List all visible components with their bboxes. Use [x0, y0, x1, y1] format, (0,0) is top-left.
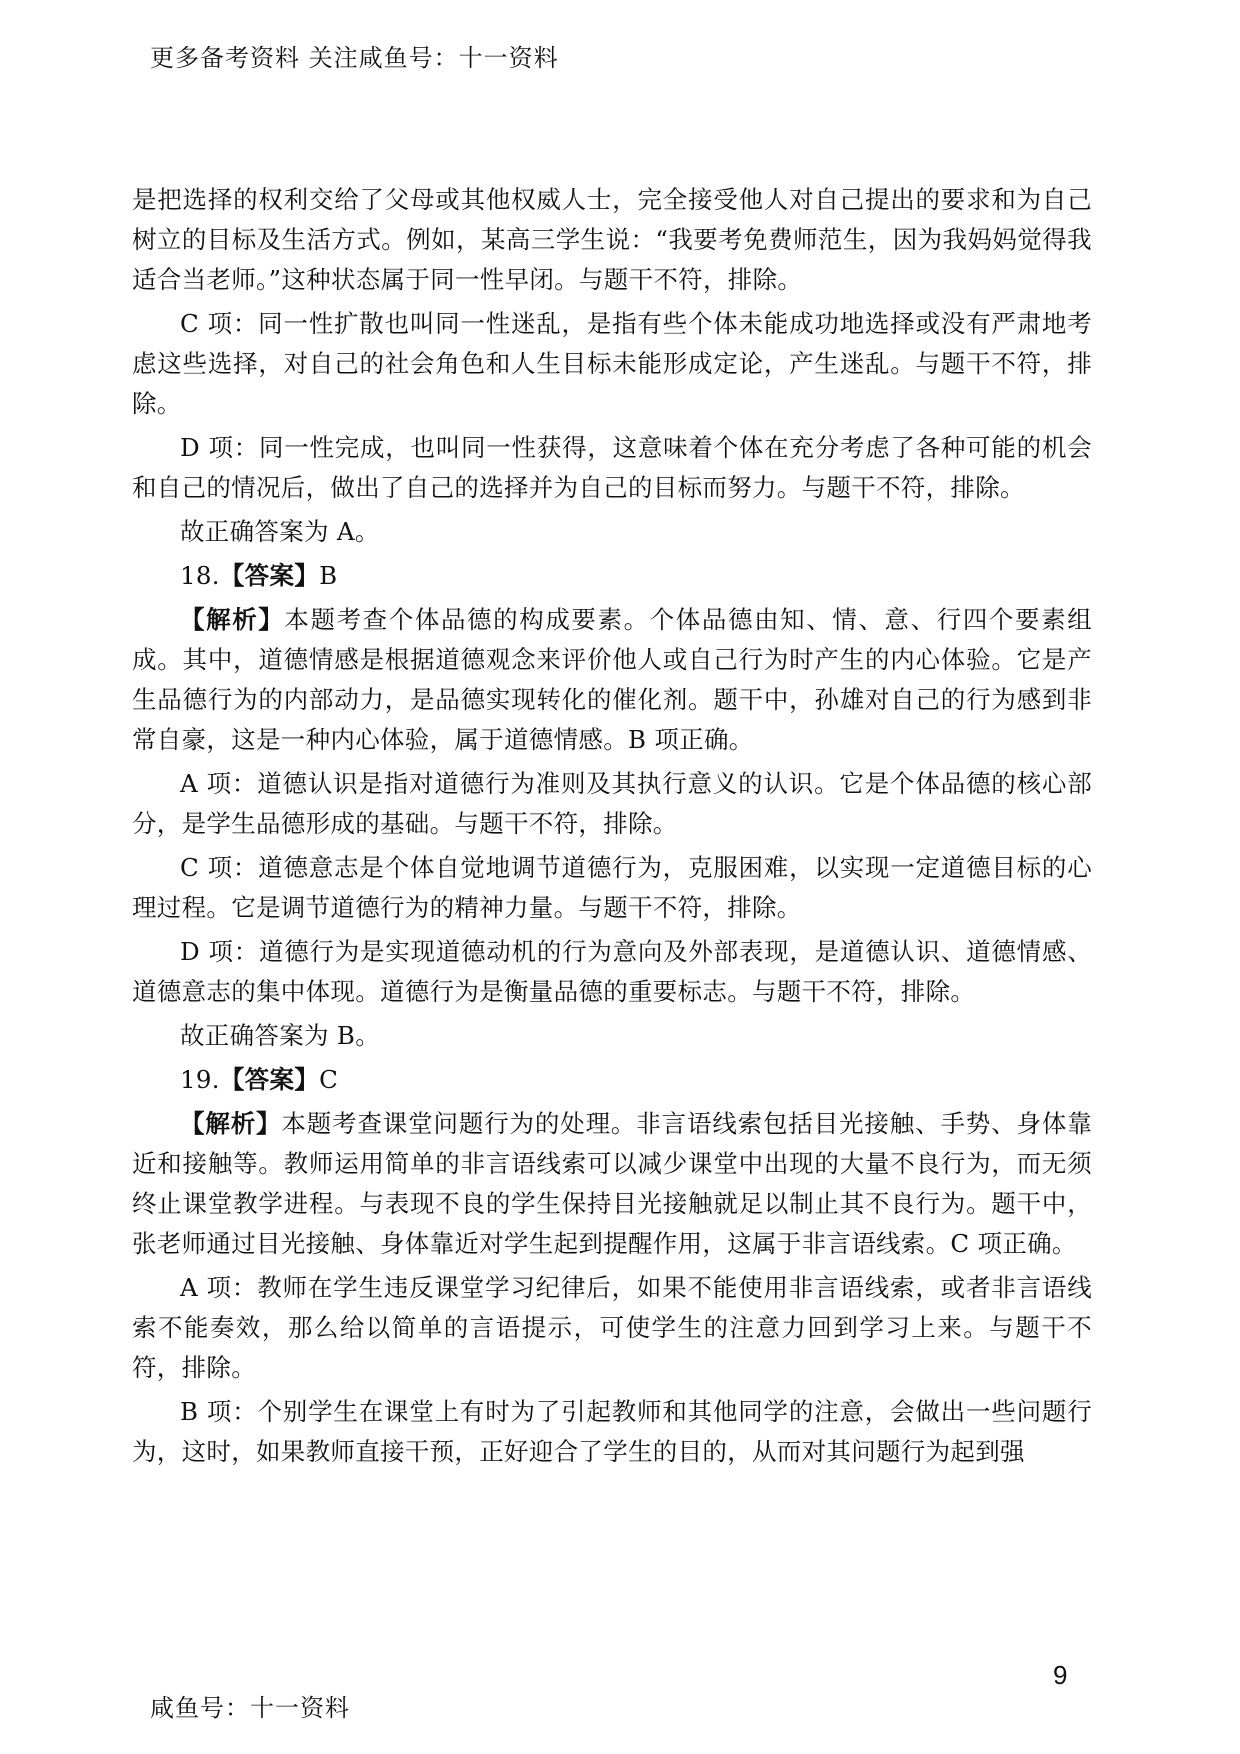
analysis-tag: 【解析】 — [180, 1109, 282, 1138]
analysis-tag: 【解析】 — [180, 605, 285, 634]
paragraph-18-option-d — [132, 932, 1092, 1012]
page-number: 9 — [1053, 1660, 1068, 1690]
paragraph-text: C 项：道德意志是个体自觉地调节道德行为，克服困难，以实现一定道德目标的心理过程。它是调节道德行为的精神力量。与题干不符，排除。 — [132, 853, 1092, 922]
answer-letter: B — [319, 561, 338, 590]
paragraph-identity-foreclosure-tail — [132, 180, 1092, 300]
analysis-18 — [132, 600, 1092, 760]
paragraph-text: C 项：同一性扩散也叫同一性迷乱，是指有些个体未能成功地选择或没有严肃地考虑这些选择，对自己的社会角色和人生目标未能形成定论，产生迷乱。与题干不符，排除。 — [132, 309, 1092, 418]
paragraph-text: 本题考查课堂问题行为的处理。非言语线索包括目光接触、手势、身体靠近和接触等。教师运用简单的非言语线索可以减少课堂中出现的大量不良行为，而无须终止课堂教学进程。与表现不良的学生保持目光接触就足以制止其不良行为。题干中，张老师通过目光接触、身体靠近对学生起到提醒作用，这属于非言语线索。C 项正确。 — [132, 1109, 1092, 1258]
paragraph-text: B 项：个别学生在课堂上有时为了引起教师和其他同学的注意，会做出一些问题行为，这时，如果教师直接干预，正好迎合了学生的目的，从而对其问题行为起到强 — [132, 1397, 1092, 1466]
answer-heading-19 — [132, 1060, 1092, 1100]
paragraph-text: D 项：道德行为是实现道德动机的行为意向及外部表现，是道德认识、道德情感、道德意志的集中体现。道德行为是衡量品德的重要标志。与题干不符，排除。 — [132, 937, 1092, 1006]
paragraph-text: A 项：道德认识是指对道德行为准则及其执行意义的认识。它是个体品德的核心部分，是学生品德形成的基础。与题干不符，排除。 — [132, 769, 1092, 838]
question-number: 19. — [180, 1065, 220, 1094]
answer-tag: 【答案】 — [219, 1065, 320, 1094]
paragraph-text: 本题考查个体品德的构成要素。个体品德由知、情、意、行四个要素组成。其中，道德情感是根据道德观念来评价他人或自己行为时产生的内心体验。它是产生品德行为的内部动力，是品德实现转化的催化剂。题干中，孙雄对自己的行为感到非常自豪，这是一种内心体验，属于道德情感。B 项正确。 — [132, 605, 1093, 754]
header-watermark-note: 更多备考资料 关注咸鱼号：十一资料 — [150, 44, 559, 72]
document-body — [132, 180, 1092, 1476]
paragraph-text: D 项：同一性完成，也叫同一性获得，这意味着个体在充分考虑了各种可能的机会和自己的情况后，做出了自己的选择并为自己的目标而努力。与题干不符，排除。 — [132, 433, 1092, 502]
question-number: 18. — [180, 561, 220, 590]
paragraph-18-option-a — [132, 764, 1092, 844]
footer-watermark-note: 咸鱼号：十一资料 — [150, 1694, 350, 1722]
paragraph-19-option-b — [132, 1392, 1092, 1472]
paragraph-19-option-a — [132, 1268, 1092, 1388]
answer-heading-18 — [132, 556, 1092, 596]
paragraph-text: A 项：教师在学生违反课堂学习纪律后，如果不能使用非言语线索，或者非言语线索不能奏效，那么给以简单的言语提示，可使学生的注意力回到学习上来。与题干不符，排除。 — [132, 1273, 1092, 1382]
answer-tag: 【答案】 — [219, 561, 320, 590]
paragraph-text: 故正确答案为 A。 — [180, 517, 380, 546]
answer-letter: C — [319, 1065, 339, 1094]
paragraph-option-c-diffusion — [132, 304, 1092, 424]
paragraph-text: 故正确答案为 B。 — [180, 1021, 380, 1050]
analysis-19 — [132, 1104, 1092, 1264]
paragraph-conclusion-18 — [132, 1016, 1092, 1056]
paragraph-text: 是把选择的权利交给了父母或其他权威人士，完全接受他人对自己提出的要求和为自己树立的目标及生活方式。例如，某高三学生说：“我要考免费师范生，因为我妈妈觉得我适合当老师。”这种状态属于同一性早闭。与题干不符，排除。 — [132, 185, 1092, 294]
paragraph-conclusion-17 — [132, 512, 1092, 552]
paragraph-18-option-c — [132, 848, 1092, 928]
paragraph-option-d-achievement — [132, 428, 1092, 508]
